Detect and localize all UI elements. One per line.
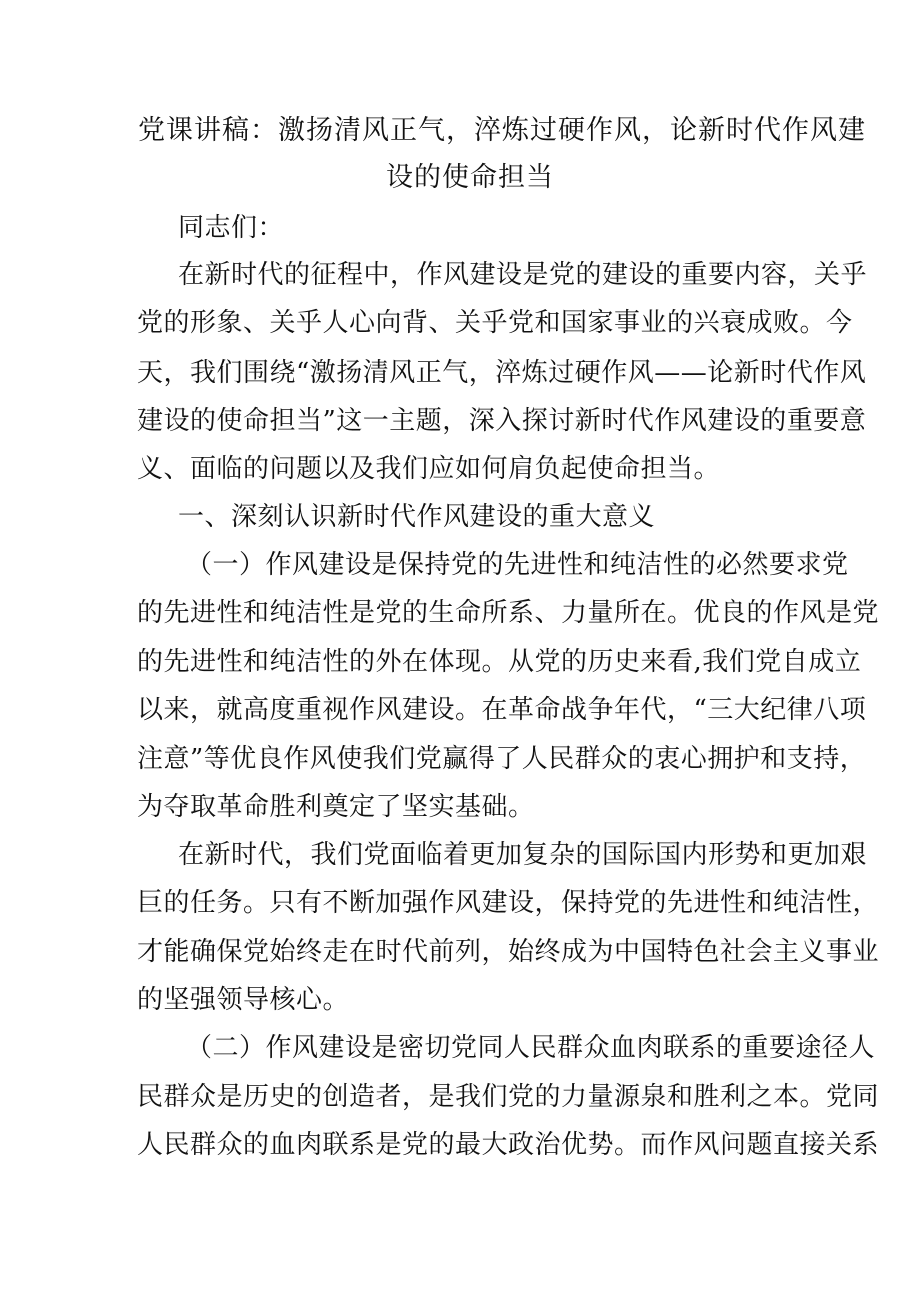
intro-line-4: 建设的使命担当”这一主题，深入探讨新时代作风建设的重要意	[137, 406, 867, 436]
intro-line-5: 义、面临的问题以及我们应如何肩负起使命担当。	[137, 454, 721, 484]
subsection-1-line-1: （一）作风建设是保持党的先进性和纯洁性的必然要求党	[186, 550, 849, 580]
subsection-2-line-3: 人民群众的血肉联系是党的最大政治优势。而作风问题直接关系	[137, 1130, 880, 1160]
paragraph-2-line-1: 在新时代，我们党面临着更加复杂的国际国内形势和更加艰	[178, 840, 868, 870]
intro-line-3: 天，我们围绕“激扬清风正气，淬炼过硬作风——论新时代作风	[137, 358, 867, 388]
section-heading: 一、深刻认识新时代作风建设的重大意义	[178, 502, 656, 532]
intro-line-1: 在新时代的征程中，作风建设是党的建设的重要内容，关乎	[178, 260, 868, 290]
subsection-1-line-4: 以来，就高度重视作风建设。在革命战争年代，“三大纪律八项	[137, 695, 867, 725]
subsection-1-line-2: 的先进性和纯洁性是党的生命所系、力量所在。优良的作风是党	[137, 598, 880, 628]
intro-line-2: 党的形象、关乎人心向背、关乎党和国家事业的兴衰成败。今	[137, 308, 853, 338]
paragraph-2-line-3: 才能确保党始终走在时代前列，始终成为中国特色社会主义事业	[137, 937, 880, 967]
salutation: 同志们：	[178, 213, 285, 243]
document-title-line-1: 党课讲稿：激扬清风正气，淬炼过硬作风，论新时代作风建	[138, 115, 866, 146]
document-title-line-2: 设的使命担当	[386, 162, 554, 193]
paragraph-2-line-2: 巨的任务。只有不断加强作风建设，保持党的先进性和纯洁性，	[137, 888, 880, 918]
subsection-1-line-6: 为夺取革命胜利奠定了坚实基础。	[137, 792, 535, 822]
subsection-1-line-3: 的先进性和纯洁性的外在体现。从党的历史来看,我们党自成立	[137, 647, 862, 677]
subsection-2-line-1: （二）作风建设是密切党同人民群众血肉联系的重要途径人	[186, 1033, 876, 1063]
subsection-2-line-2: 民群众是历史的创造者，是我们党的力量源泉和胜利之本。党同	[137, 1082, 880, 1112]
subsection-1-line-5: 注意”等优良作风使我们党赢得了人民群众的衷心拥护和支持，	[137, 744, 867, 774]
paragraph-2-line-4: 的坚强领导核心。	[137, 985, 350, 1015]
